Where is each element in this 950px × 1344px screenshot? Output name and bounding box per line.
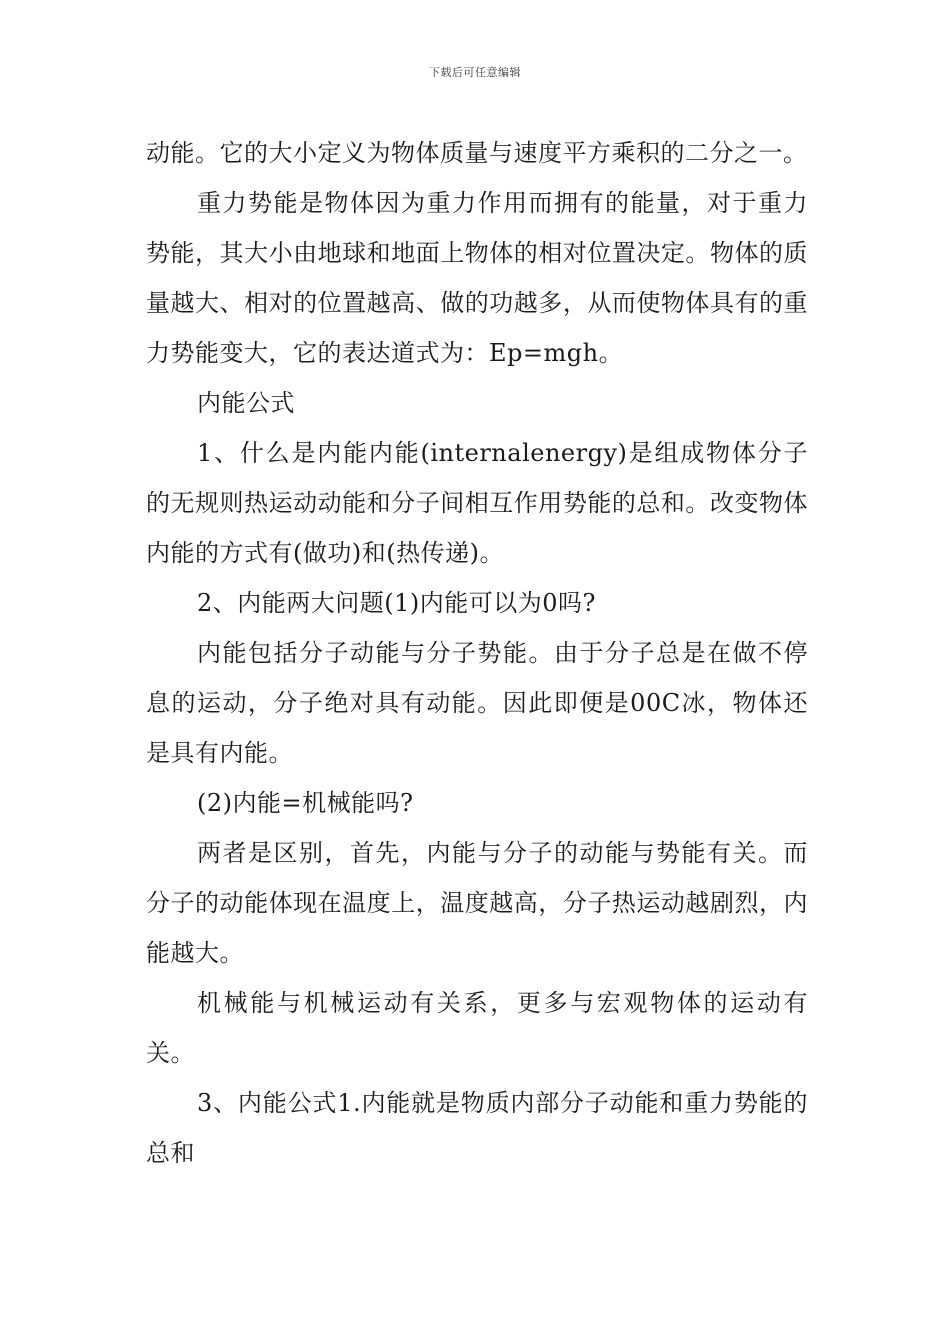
paragraph-internal-energy-components: 内能包括分子动能与分子势能。由于分子总是在做不停息的运动，分子绝对具有动能。因此即便是00C冰，物体还是具有内能。 [146, 639, 808, 767]
paragraph-difference: 两者是区别，首先，内能与分子的动能与势能有关。而分子的动能体现在温度上，温度越高，分子热运动越剧烈，内能越大。 [146, 839, 808, 967]
paragraph-gravitational-potential-energy: 重力势能是物体因为重力作用而拥有的能量，对于重力势能，其大小由地球和地面上物体的相对位置决定。物体的质量越大、相对的位置越高、做的功越多，从而使物体具有的重力势能变大，它的表达道式为：Ep=mgh。 [146, 189, 808, 367]
paragraph-two-questions: 2、内能两大问题(1)内能可以为0吗? [197, 589, 596, 617]
section-heading-internal-energy-formula: 内能公式 [197, 389, 295, 417]
document-body [146, 128, 808, 1178]
paragraph-what-is-internal-energy: 1、什么是内能内能(internalenergy)是组成物体分子的无规则热运动动能和分子间相互作用势能的总和。改变物体内能的方式有(做功)和(热传递)。 [146, 439, 808, 567]
paragraph-kinetic-energy-end: 动能。它的大小定义为物体质量与速度平方乘积的二分之一。 [146, 139, 808, 167]
paragraph-internal-energy-formula: 3、内能公式1.内能就是物质内部分子动能和重力势能的总和 [146, 1089, 808, 1167]
paragraph-question-two: (2)内能=机械能吗? [197, 789, 414, 817]
paragraph-mechanical-energy: 机械能与机械运动有关系，更多与宏观物体的运动有关。 [146, 989, 808, 1067]
page-header-note: 下载后可任意编辑 [429, 66, 521, 79]
